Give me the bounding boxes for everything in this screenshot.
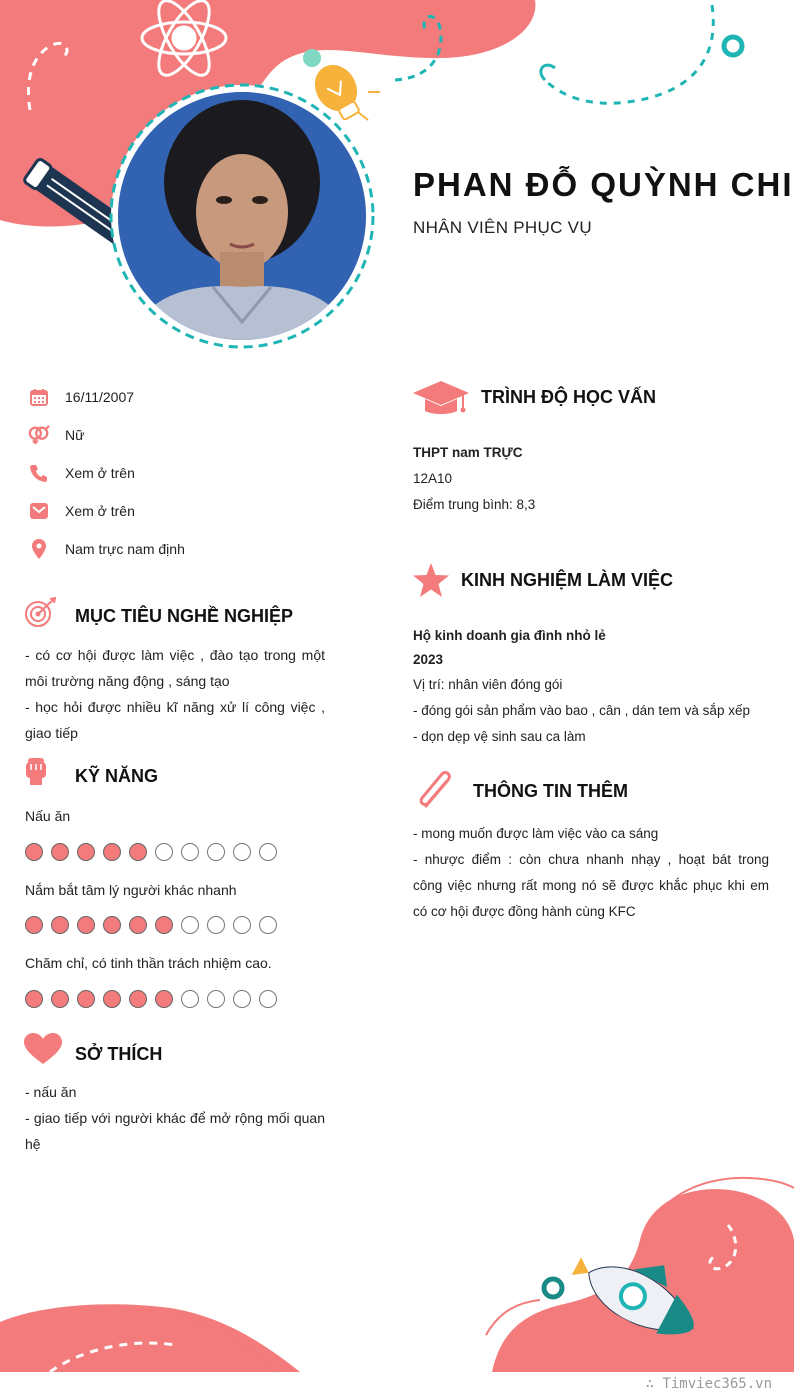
rating-dot-filled [77, 990, 95, 1008]
experience-year: 2023 [413, 652, 444, 667]
star-icon [413, 563, 449, 602]
company-name: Hộ kinh doanh gia đình nhỏ lẻ [413, 628, 606, 643]
teal-ring [724, 37, 742, 55]
candidate-position: NHÂN VIÊN PHỤC VỤ [413, 218, 592, 237]
skill-rating [25, 990, 277, 1008]
objective-text [25, 642, 325, 746]
rating-dot-filled [77, 916, 95, 934]
skill-label: Nắm bắt tâm lý người khác nhanh [25, 882, 237, 898]
rating-dot-empty [207, 843, 225, 861]
rating-dot-filled [103, 916, 121, 934]
location-pin-icon [28, 538, 50, 560]
contact-address [28, 537, 185, 561]
additional-line: có cơ hội được đồng hành cùng KFC [413, 904, 636, 919]
address-value: Nam trực nam định [65, 541, 185, 557]
experience-role: Vị trí: nhân viên đóng gói [413, 677, 563, 692]
objective-title: MỤC TIÊU NGHỀ NGHIỆP [75, 606, 294, 626]
rating-dot-empty [259, 843, 277, 861]
additional-line: - mong muốn được làm việc vào ca sáng [413, 826, 659, 841]
skill-rating [25, 843, 277, 861]
experience-task: - dọn dẹp vệ sinh sau ca làm [413, 729, 586, 744]
objective-line: môi trường năng động , sáng tạo [25, 673, 230, 689]
rating-dot-filled [155, 990, 173, 1008]
gender-value: Nữ [65, 427, 85, 443]
phone-value: Xem ở trên [65, 465, 135, 481]
rating-dot-empty [181, 990, 199, 1008]
candidate-name: PHAN ĐỖ QUỲNH CHI [413, 166, 794, 203]
additional-text [413, 821, 769, 925]
additional-line: - nhược điểm : còn chưa nhanh nhạy , hoạt bát trong [413, 852, 769, 867]
additional-line: công việc nhưng rất mong nó sẽ được khắc phục khi em [413, 878, 769, 893]
rating-dot-empty [233, 990, 251, 1008]
hobbies-text [25, 1079, 325, 1157]
rating-dot-empty [207, 990, 225, 1008]
rating-dot-empty [155, 843, 173, 861]
heart-icon [24, 1033, 62, 1070]
paperclip-icon [416, 770, 458, 817]
experience-details [413, 624, 750, 750]
education-details [413, 440, 535, 518]
school-name: THPT nam TRỰC [413, 445, 523, 460]
contact-birthday [28, 385, 135, 409]
rating-dot-filled [51, 916, 69, 934]
rating-dot-filled [103, 990, 121, 1008]
rating-dot-filled [77, 843, 95, 861]
fist-icon [24, 756, 48, 791]
rating-dot-empty [233, 916, 251, 934]
rating-dot-filled [129, 916, 147, 934]
rating-dot-empty [233, 843, 251, 861]
rating-dot-filled [25, 990, 43, 1008]
hobby-line: - giao tiếp với người khác để mở rộng mối quan [25, 1110, 325, 1126]
rating-dot-empty [207, 916, 225, 934]
rating-dot-empty [181, 916, 199, 934]
objective-line: giao tiếp [25, 725, 78, 741]
rating-dot-filled [155, 916, 173, 934]
birthday-value: 16/11/2007 [65, 389, 135, 405]
contact-phone [28, 461, 135, 485]
phone-icon [28, 462, 50, 484]
objective-line: - có cơ hội được làm việc , đào tạo trong một [25, 647, 325, 663]
experience-task: - đóng gói sản phẩm vào bao , cân , dán tem và sắp xếp [413, 703, 750, 718]
rating-dot-filled [103, 843, 121, 861]
email-icon [28, 500, 50, 522]
hobby-line: - nấu ăn [25, 1084, 77, 1100]
hobbies-title: SỞ THÍCH [75, 1044, 163, 1064]
rating-dot-filled [51, 843, 69, 861]
graduation-cap-icon [413, 381, 469, 420]
gender-icon [28, 424, 50, 446]
skill-rating [25, 916, 277, 934]
contact-email [28, 499, 135, 523]
experience-title: KINH NGHIỆM LÀM VIỆC [461, 570, 674, 590]
additional-title: THÔNG TIN THÊM [473, 781, 628, 801]
rating-dot-filled [25, 916, 43, 934]
rating-dot-filled [51, 990, 69, 1008]
dashed-curve-top-right [545, 5, 713, 103]
rating-dot-filled [129, 843, 147, 861]
rating-dot-filled [129, 990, 147, 1008]
calendar-icon [28, 386, 50, 408]
education-title: TRÌNH ĐỘ HỌC VẤN [481, 387, 656, 407]
target-icon [24, 596, 58, 635]
rating-dot-filled [25, 843, 43, 861]
hobby-line: hệ [25, 1136, 41, 1152]
profile-photo [108, 82, 376, 350]
footer-blob-left [0, 1304, 300, 1372]
skill-label: Nấu ăn [25, 808, 71, 824]
rating-dot-empty [259, 990, 277, 1008]
rating-dot-empty [181, 843, 199, 861]
skills-title: KỸ NĂNG [75, 766, 159, 786]
rating-dot-empty [259, 916, 277, 934]
contact-gender [28, 423, 85, 447]
email-value: Xem ở trên [65, 503, 135, 519]
objective-line: - học hỏi được nhiều kĩ năng xử lí công việc , [25, 699, 325, 715]
gpa-value: Điểm trung bình: 8,3 [413, 497, 536, 512]
skill-label: Chăm chỉ, có tinh thần trách nhiệm cao. [25, 955, 272, 971]
watermark-text: ∴ Timviec365.vn [645, 1376, 772, 1392]
class-name: 12A10 [413, 471, 453, 486]
